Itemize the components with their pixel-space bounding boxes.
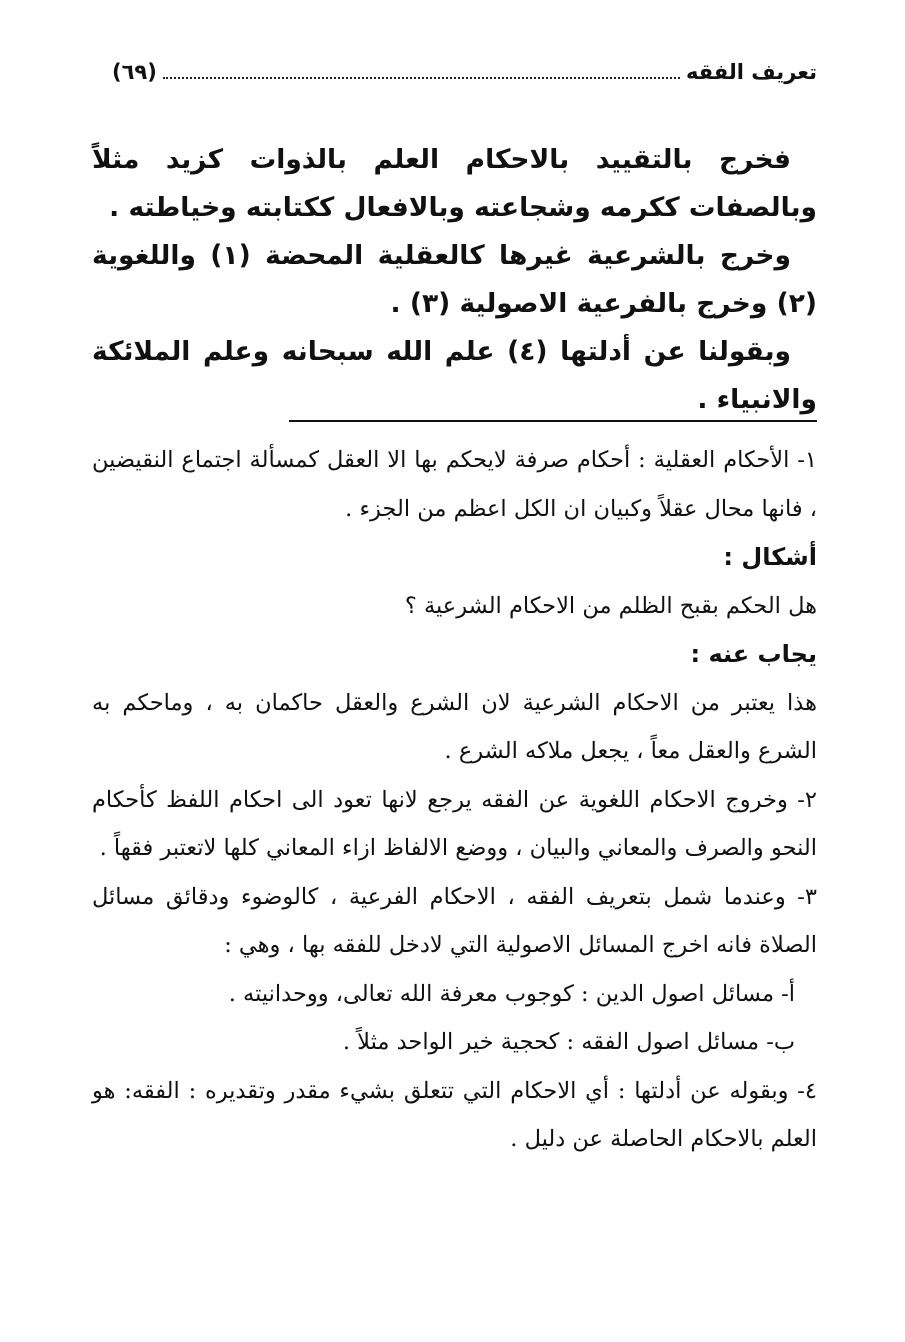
footnote-3b: ب- مسائل اصول الفقه : كحجية خير الواحد مثلاً . xyxy=(342,1029,795,1055)
footnote-divider xyxy=(289,420,817,422)
footnotes xyxy=(92,436,817,1164)
ishkal-heading: أشكال : xyxy=(723,543,817,571)
main-paragraph-3: وبقولنا عن أدلتها (٤) علم الله سبحانه وعلم الملائكة والانبياء . xyxy=(92,336,817,415)
header-title: تعريف الفقه xyxy=(685,60,817,84)
dotted-leader xyxy=(163,77,680,79)
footnote-1: ١- الأحكام العقلية : أحكام صرفة لايحكم بها الا العقل كمسألة اجتماع النقيضين ، فانها محال عقلاً وكبيان ان الكل اعظم من الجزء . xyxy=(92,447,817,522)
main-paragraph-2: وخرج بالشرعية غيرها كالعقلية المحضة (١) واللغوية (٢) وخرج بالفرعية الاصولية (٣) . xyxy=(92,240,817,319)
answer-text: هذا يعتبر من الاحكام الشرعية لان الشرع والعقل حاكمان به ، وماحكم به الشرع والعقل معاً ، يجعل ملاكه الشرع . xyxy=(92,689,817,764)
page-number: (٦٩) xyxy=(112,60,157,84)
footnote-2: ٢- وخروج الاحكام اللغوية عن الفقه يرجع لانها تعود الى احكام اللفظ كأحكام النحو والصرف والمعاني والبيان ، ووضع الالفاظ ازاء المعاني كلها لاتعتبر فقهاً . xyxy=(92,786,817,861)
main-paragraph-1: فخرج بالتقييد بالاحكام العلم بالذوات كزيد مثلاً وبالصفات ككرمه وشجاعته وبالافعال ككتابته وخياطته . xyxy=(92,144,817,223)
running-header xyxy=(112,52,817,92)
ishkal-question: هل الحكم بقبح الظلم من الاحكام الشرعية ؟ xyxy=(404,592,817,619)
answer-heading: يجاب عنه : xyxy=(690,640,817,668)
footnote-4: ٤- وبقوله عن أدلتها : أي الاحكام التي تتعلق بشيء مقدر وتقديره : الفقه: هو العلم بالاحكام الحاصلة عن دليل . xyxy=(92,1077,817,1152)
footnote-3: ٣- وعندما شمل بتعريف الفقه ، الاحكام الفرعية ، كالوضوء ودقائق مسائل الصلاة فانه اخرج المسائل الاصولية التي لادخل للفقه بها ، وهي : xyxy=(92,883,817,958)
footnote-3a: أ- مسائل اصول الدين : كوجوب معرفة الله تعالى، ووحدانيته . xyxy=(228,980,795,1007)
main-text xyxy=(92,136,817,424)
